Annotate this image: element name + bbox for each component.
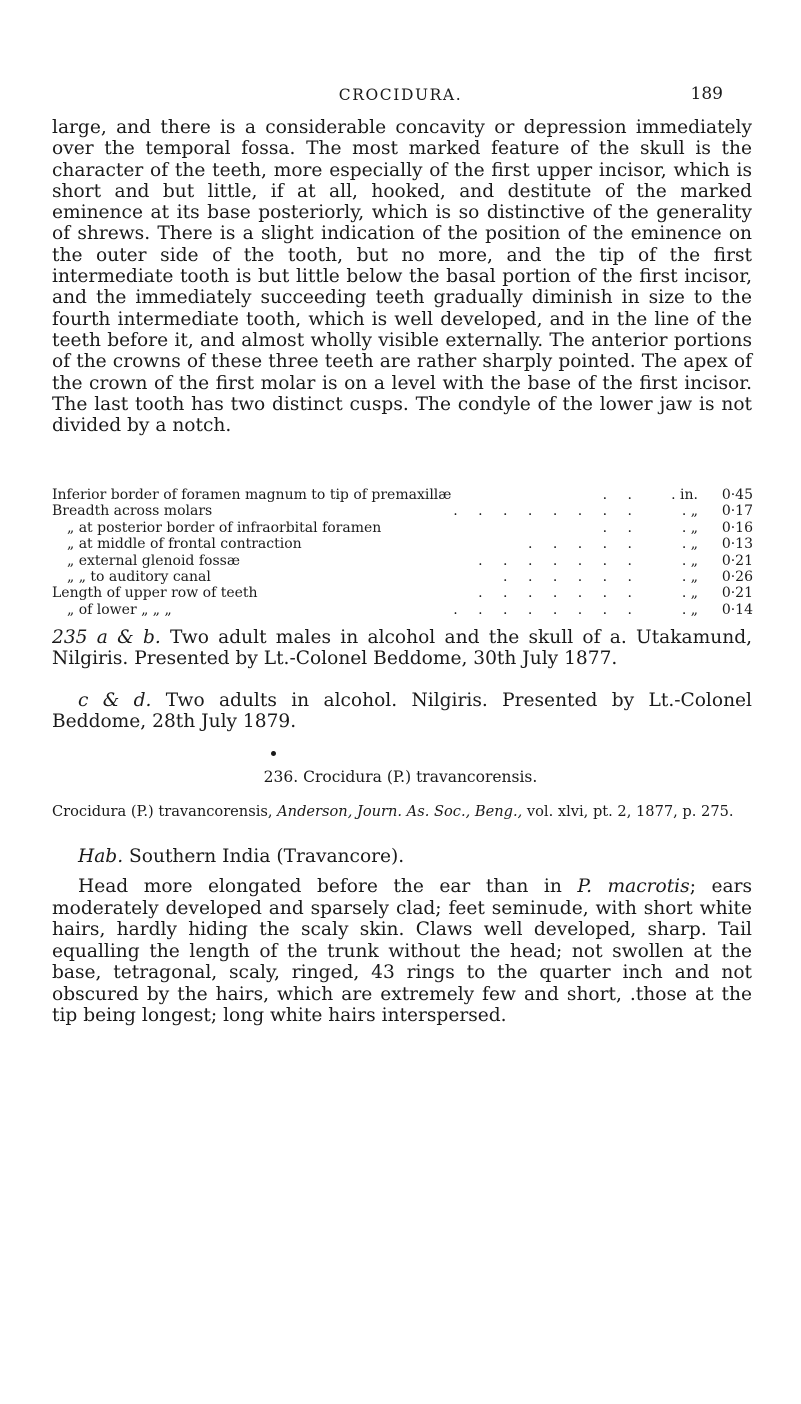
table-row <box>52 520 752 536</box>
measurement-label: „ at posterior border of infraorbital foramen <box>67 519 382 536</box>
taxon-name: P. macrotis <box>577 876 690 897</box>
measurement-label: „ „ to auditory canal <box>67 568 211 585</box>
synonym-citation <box>52 803 752 822</box>
description-text: Head more elongated before the ear than in <box>78 876 578 897</box>
measurement-value: 0·21 <box>721 552 753 569</box>
habitat-line <box>52 846 752 867</box>
measurement-value: 0·14 <box>721 601 753 618</box>
measurement-unit: . „ <box>681 519 698 536</box>
table-row <box>52 569 752 585</box>
description-text: ; ears moderately developed and sparsely clad; feet seminude, with short white hairs, hardly hiding the scaly skin. Claws well developed, sharp. Tail equalling the length of the trunk without the head; not swollen at the base, tetragonal, scaly, ringed, 43 rings to the quarter inch and not obscured by the hairs, which are extremely few and short, .those at the tip being longest; long white hairs interspersed. <box>52 876 752 1026</box>
leader-dots: . . <box>602 519 640 536</box>
leader-dots: . . . . . . . <box>478 585 640 602</box>
table-row <box>52 536 752 552</box>
habitat-text: Southern India (Travancore). <box>123 846 405 867</box>
specimen-entry <box>52 627 752 670</box>
citation-volume: vol. xlvi, pt. 2, 1877, p. 275. <box>522 803 734 820</box>
leader-dots: . . . . . <box>527 536 640 553</box>
measurement-label: Breadth across molars <box>52 503 213 520</box>
measurement-label: „ of lower „ „ „ <box>67 601 172 618</box>
page-number: 189 <box>690 84 723 104</box>
running-title: CROCIDURA. <box>338 86 463 104</box>
species-heading: 236. Crocidura (P.) travancorensis. <box>263 768 538 786</box>
table-row <box>52 602 752 618</box>
citation-source: Anderson, Journ. As. Soc., Beng., <box>277 803 523 820</box>
measurements-table <box>52 487 752 618</box>
measurement-unit: . „ <box>681 601 698 618</box>
leader-dots: . . . . . . . . <box>453 503 640 520</box>
synonym-name: Crocidura (P.) travancorensis, <box>52 803 278 820</box>
specimen-text: Two adults in alcohol. Nilgiris. Presented by Lt.-Colonel Beddome, 28th July 1879. <box>52 690 752 733</box>
measurement-label: Inferior border of foramen magnum to tip of premaxillæ <box>52 487 452 503</box>
species-description <box>52 876 752 1027</box>
measurement-value: 0·45 <box>721 487 753 503</box>
ink-dot <box>271 751 276 756</box>
table-row <box>52 553 752 569</box>
measurement-value: 0·26 <box>721 568 753 585</box>
specimen-id: c & d. <box>78 690 152 711</box>
leader-dots: . . . . . . <box>503 568 640 585</box>
table-row <box>52 585 752 601</box>
measurement-label: „ external glenoid fossæ <box>67 552 240 569</box>
measurement-value: 0·13 <box>721 536 753 553</box>
measurement-unit: . „ <box>681 568 698 585</box>
measurement-unit: . „ <box>681 536 698 553</box>
specimen-text: Two adult males in alcohol and the skull of a. Utakamund, Nilgiris. Presented by Lt.-Colonel Beddome, 30th July 1877. <box>52 627 753 670</box>
leader-dots: . . <box>602 487 640 503</box>
measurement-label: Length of upper row of teeth <box>52 585 258 602</box>
description-paragraph: large, and there is a considerable concavity or depression immediately over the temporal fossa. The most marked feature of the skull is the character of the teeth, more especially of the first upper incisor, which is short and but little, if at all, hooked, and destitute of the marked eminence at its base posteriorly, which is so distinctive of the generality of shrews. There is a slight indication of the position of the eminence on the outer side of the tooth, but no more, and the tip of the first intermediate tooth is but little below the basal portion of the first incisor, and the immediately succeeding teeth gradually diminish in size to the fourth intermediate tooth, which is well developed, and in the line of the teeth before it, and almost wholly visible externally. The anterior portions of the crowns of these three teeth are rather sharply pointed. The apex of the crown of the first molar is on a level with the base of the first incisor. The last tooth has two distinct cusps. The condyle of the lower jaw is not divided by a notch. <box>52 117 752 437</box>
habitat-label: Hab. <box>78 846 124 867</box>
table-row <box>52 503 752 519</box>
measurement-unit: . „ <box>681 552 698 569</box>
measurement-label: „ at middle of frontal contraction <box>67 536 302 553</box>
measurement-unit: . „ <box>681 503 698 520</box>
leader-dots: . . . . . . . . <box>453 601 640 618</box>
measurement-unit: . „ <box>681 585 698 602</box>
leader-dots: . . . . . . . <box>478 552 640 569</box>
measurement-value: 0·21 <box>721 585 753 602</box>
measurement-unit: . in. <box>671 487 698 503</box>
table-row <box>52 487 752 503</box>
specimen-entry <box>52 690 752 733</box>
specimen-id: 235 a & b. <box>52 627 161 648</box>
measurement-value: 0·16 <box>721 519 753 536</box>
measurement-value: 0·17 <box>721 503 753 520</box>
